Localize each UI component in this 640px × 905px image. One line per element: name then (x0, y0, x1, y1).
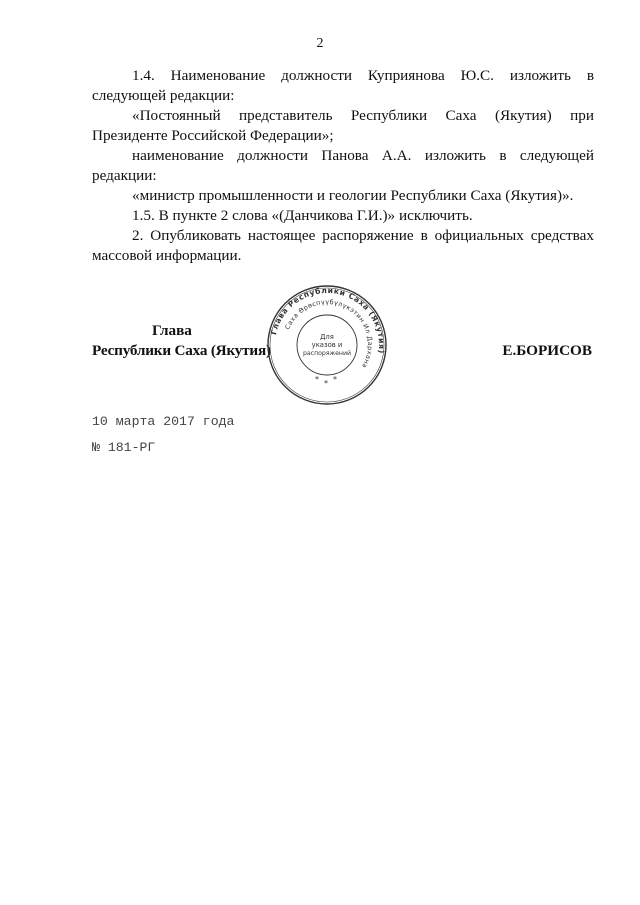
paragraph-1-5: 1.5. В пункте 2 слова «(Данчикова Г.И.)» исключить. (132, 207, 473, 224)
seal-center-line2: указов и (311, 341, 343, 349)
seal-star-right: * (333, 375, 337, 384)
paragraph-2: 2. Опубликовать настоящее распоряжение в официальных средствах массовой информации. (92, 227, 594, 264)
official-seal (266, 284, 388, 406)
seal-outer-text: Глава Республики Саха (Якутия) (269, 285, 387, 355)
signatory-title-line1: Глава (152, 322, 192, 339)
signatory-title-line2: Республики Саха (Якутия) (92, 342, 271, 359)
signatory-name: Е.БОРИСОВ (502, 342, 592, 359)
paragraph-new-title-panov: «министр промышленности и геологии Республики Саха (Якутия)». (132, 187, 574, 204)
paragraph-1-4: 1.4. Наименование должности Куприянова Ю.С. изложить в следующей редакции: (92, 67, 594, 104)
document-date: 10 марта 2017 года (92, 414, 235, 429)
document-number: № 181-РГ (92, 440, 156, 455)
document-body (92, 66, 594, 266)
seal-center-line3: распоряжений (302, 350, 352, 357)
seal-star-left: * (315, 375, 319, 384)
page-number: 2 (316, 36, 324, 51)
seal-inner-text: Саха Өрөспүүбүлүкэтин Ил Дарханa (283, 297, 375, 370)
seal-center-line1: Для (320, 333, 334, 341)
paragraph-panov: наименование должности Панова А.А. изложить в следующей редакции: (92, 147, 594, 184)
seal-star-center: * (324, 379, 328, 388)
paragraph-new-title-kupriyanov: «Постоянный представитель Республики Саха (Якутия) при Президенте Российской Федерации»; (92, 107, 594, 144)
